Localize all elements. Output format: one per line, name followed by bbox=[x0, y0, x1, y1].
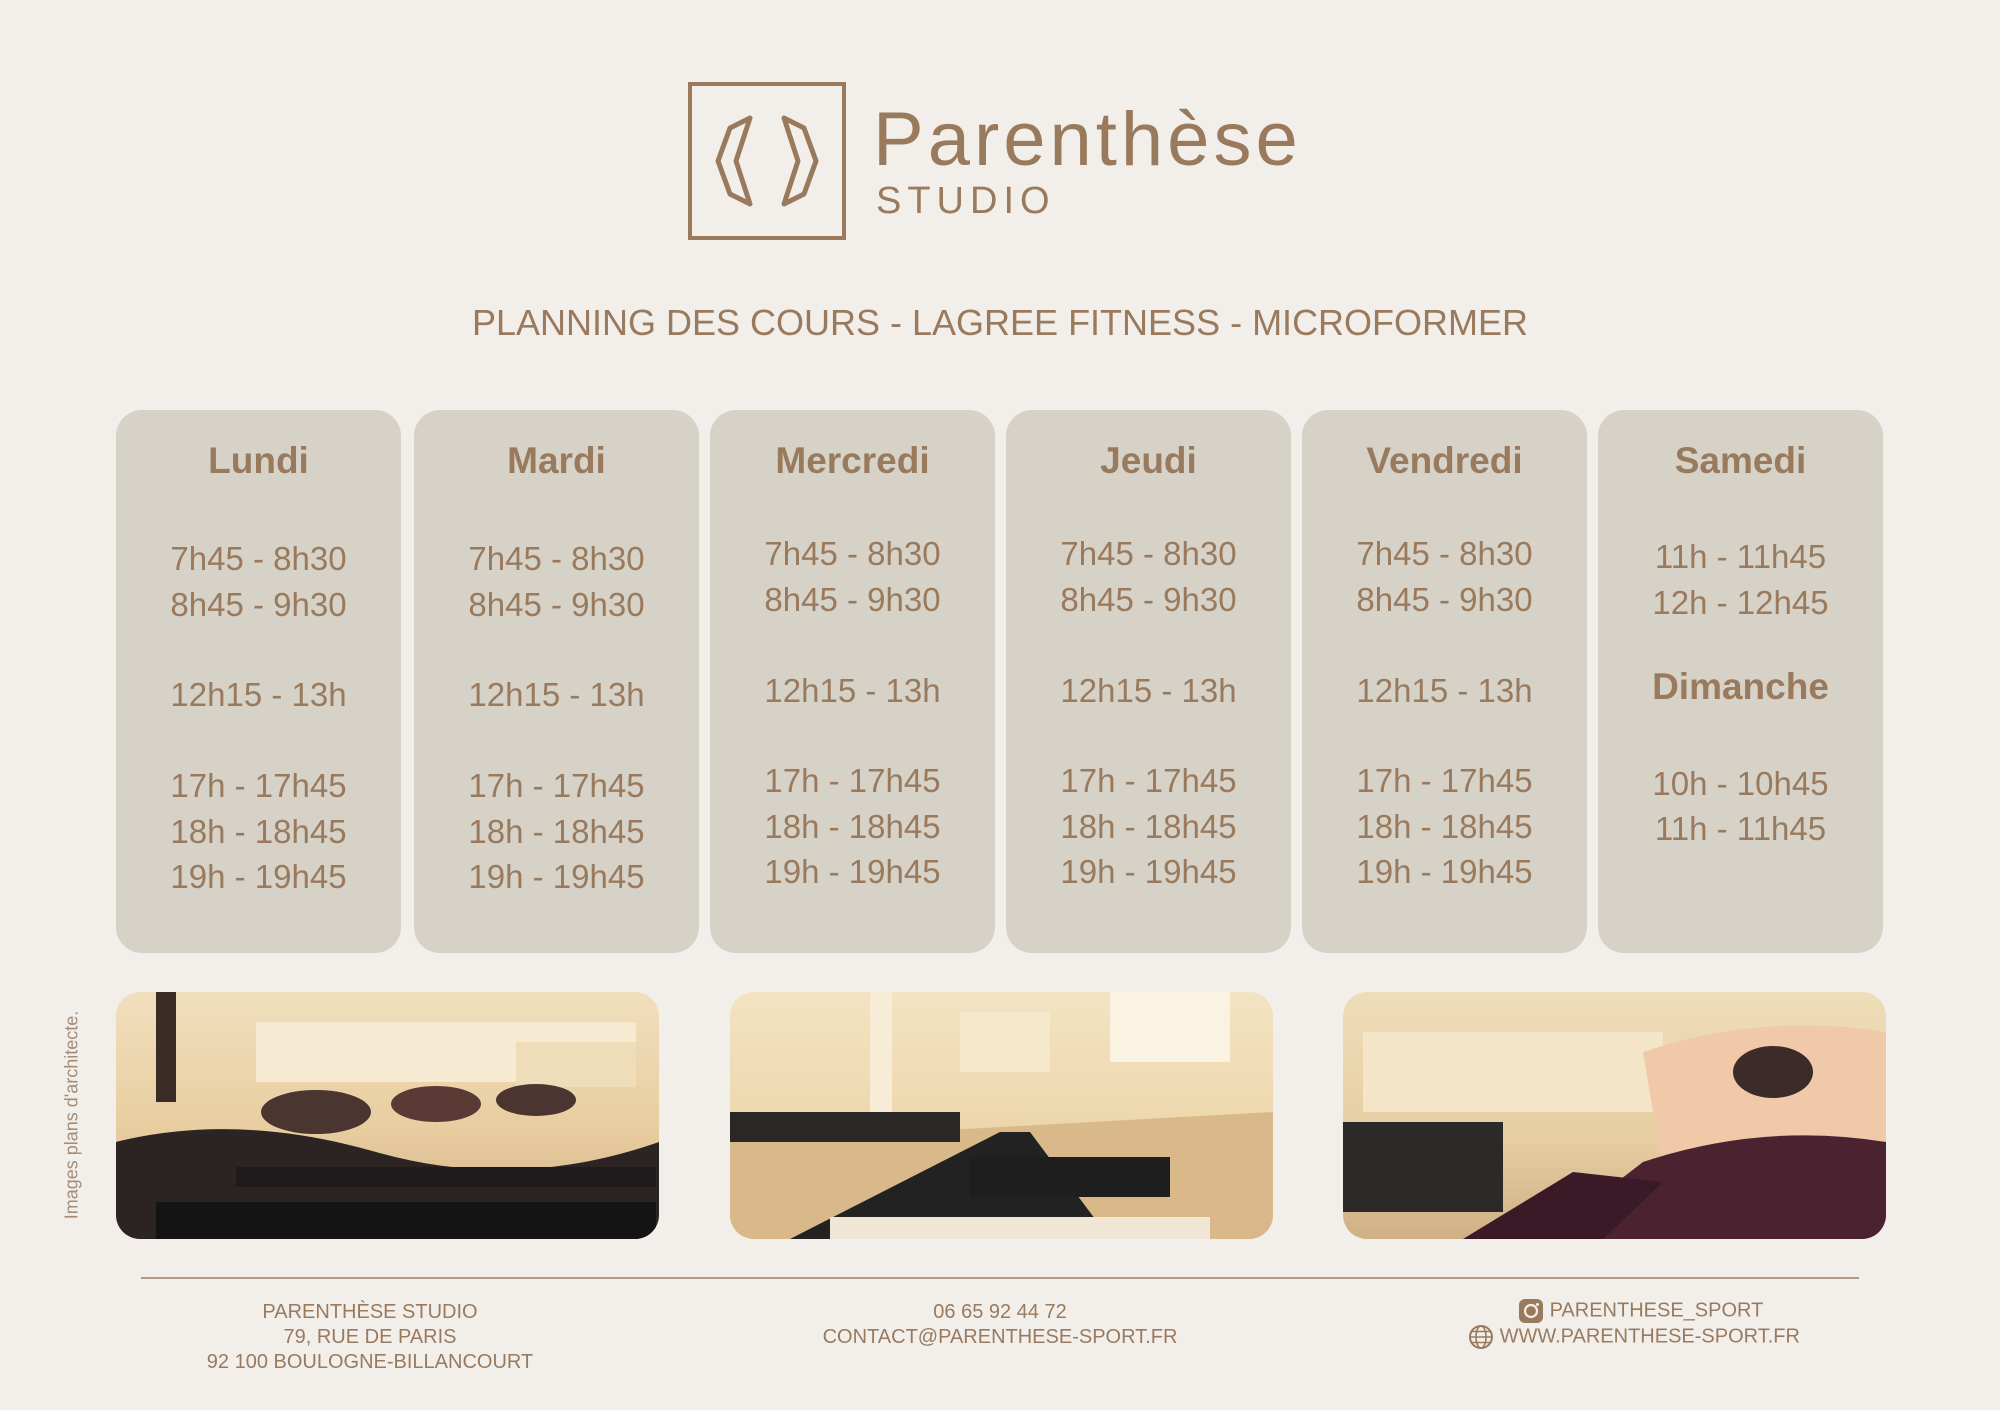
day-label: Mercredi bbox=[775, 440, 930, 481]
time-slot: 19h - 19h45 bbox=[170, 858, 347, 895]
time-slot: 12h15 - 13h bbox=[1060, 672, 1237, 709]
website-row[interactable] bbox=[1468, 1324, 1828, 1350]
footer-divider bbox=[141, 1277, 1859, 1279]
side-note: Images plans d'architecte. bbox=[61, 1010, 82, 1220]
time-slot: 18h - 18h45 bbox=[764, 808, 941, 845]
time-slot: 8h45 - 9h30 bbox=[170, 586, 347, 623]
city-address: 92 100 BOULOGNE-BILLANCOURT bbox=[206, 1351, 534, 1373]
time-slot: 7h45 - 8h30 bbox=[764, 535, 941, 572]
time-slot: 17h - 17h45 bbox=[468, 767, 645, 804]
parenthesis-mark-icon bbox=[692, 86, 842, 236]
time-slot: 11h - 11h45 bbox=[1654, 810, 1827, 847]
studio-photo-machines bbox=[730, 992, 1273, 1239]
time-slot: 7h45 - 8h30 bbox=[1060, 535, 1237, 572]
day-card-vendredi bbox=[1302, 410, 1587, 953]
studio-name: PARENTHÈSE STUDIO bbox=[262, 1301, 478, 1323]
day-card-jeudi bbox=[1006, 410, 1291, 953]
footer-contact bbox=[800, 1300, 1200, 1350]
time-slot: 12h15 - 13h bbox=[468, 676, 645, 713]
time-slot: 7h45 - 8h30 bbox=[170, 540, 347, 577]
day-label: Jeudi bbox=[1100, 440, 1197, 481]
time-slot: 17h - 17h45 bbox=[1356, 762, 1533, 799]
day-card-samedi-dimanche bbox=[1598, 410, 1883, 953]
day-label: Lundi bbox=[208, 440, 309, 481]
page-title: PLANNING DES COURS - LAGREE FITNESS - MICROFORMER bbox=[471, 302, 1529, 343]
footer-address bbox=[170, 1300, 570, 1375]
day-card-mercredi bbox=[710, 410, 995, 953]
time-slot: 8h45 - 9h30 bbox=[764, 581, 941, 618]
time-slot: 8h45 - 9h30 bbox=[1060, 581, 1237, 618]
day-card-lundi bbox=[116, 410, 401, 953]
studio-photo-class-seated bbox=[1343, 992, 1886, 1239]
logo-frame bbox=[688, 82, 846, 240]
time-slot: 8h45 - 9h30 bbox=[468, 586, 645, 623]
time-slot: 17h - 17h45 bbox=[764, 762, 941, 799]
time-slot: 11h - 11h45 bbox=[1654, 538, 1827, 575]
time-slot: 12h - 12h45 bbox=[1652, 584, 1829, 621]
website-url: WWW.PARENTHESE-SPORT.FR bbox=[1499, 1325, 1800, 1348]
time-slot: 18h - 18h45 bbox=[1060, 808, 1237, 845]
time-slot: 12h15 - 13h bbox=[1356, 672, 1533, 709]
time-slot: 8h45 - 9h30 bbox=[1356, 581, 1533, 618]
instagram-handle: PARENTHESE_SPORT bbox=[1549, 1299, 1764, 1322]
day-label: Samedi bbox=[1674, 440, 1807, 481]
day-label: Mardi bbox=[507, 440, 606, 481]
instagram-icon bbox=[1518, 1298, 1544, 1324]
time-slot: 10h - 10h45 bbox=[1652, 765, 1829, 802]
brand-subtitle: STUDIO bbox=[876, 180, 1056, 222]
day-label: Dimanche bbox=[1652, 666, 1829, 707]
time-slot: 17h - 17h45 bbox=[1060, 762, 1237, 799]
day-label: Vendredi bbox=[1366, 440, 1523, 481]
time-slot: 12h15 - 13h bbox=[764, 672, 941, 709]
studio-photo-class-plank bbox=[116, 992, 659, 1239]
brand-name: Parenthèse bbox=[873, 97, 1302, 182]
time-slot: 12h15 - 13h bbox=[170, 676, 347, 713]
brand-logo bbox=[688, 82, 1302, 248]
footer-social bbox=[1468, 1298, 1828, 1350]
time-slot: 7h45 - 8h30 bbox=[468, 540, 645, 577]
time-slot: 18h - 18h45 bbox=[170, 813, 347, 850]
time-slot: 18h - 18h45 bbox=[468, 813, 645, 850]
time-slot: 7h45 - 8h30 bbox=[1356, 535, 1533, 572]
time-slot: 17h - 17h45 bbox=[170, 767, 347, 804]
time-slot: 18h - 18h45 bbox=[1356, 808, 1533, 845]
time-slot: 19h - 19h45 bbox=[764, 853, 941, 890]
day-card-mardi bbox=[414, 410, 699, 953]
phone-number: 06 65 92 44 72 bbox=[933, 1301, 1067, 1323]
street-address: 79, RUE DE PARIS bbox=[283, 1326, 457, 1348]
time-slot: 19h - 19h45 bbox=[1356, 853, 1533, 890]
instagram-row[interactable] bbox=[1468, 1298, 1828, 1324]
time-slot: 19h - 19h45 bbox=[1060, 853, 1237, 890]
time-slot: 19h - 19h45 bbox=[468, 858, 645, 895]
globe-icon bbox=[1468, 1324, 1494, 1350]
email-link[interactable]: CONTACT@PARENTHESE-SPORT.FR bbox=[822, 1326, 1178, 1348]
